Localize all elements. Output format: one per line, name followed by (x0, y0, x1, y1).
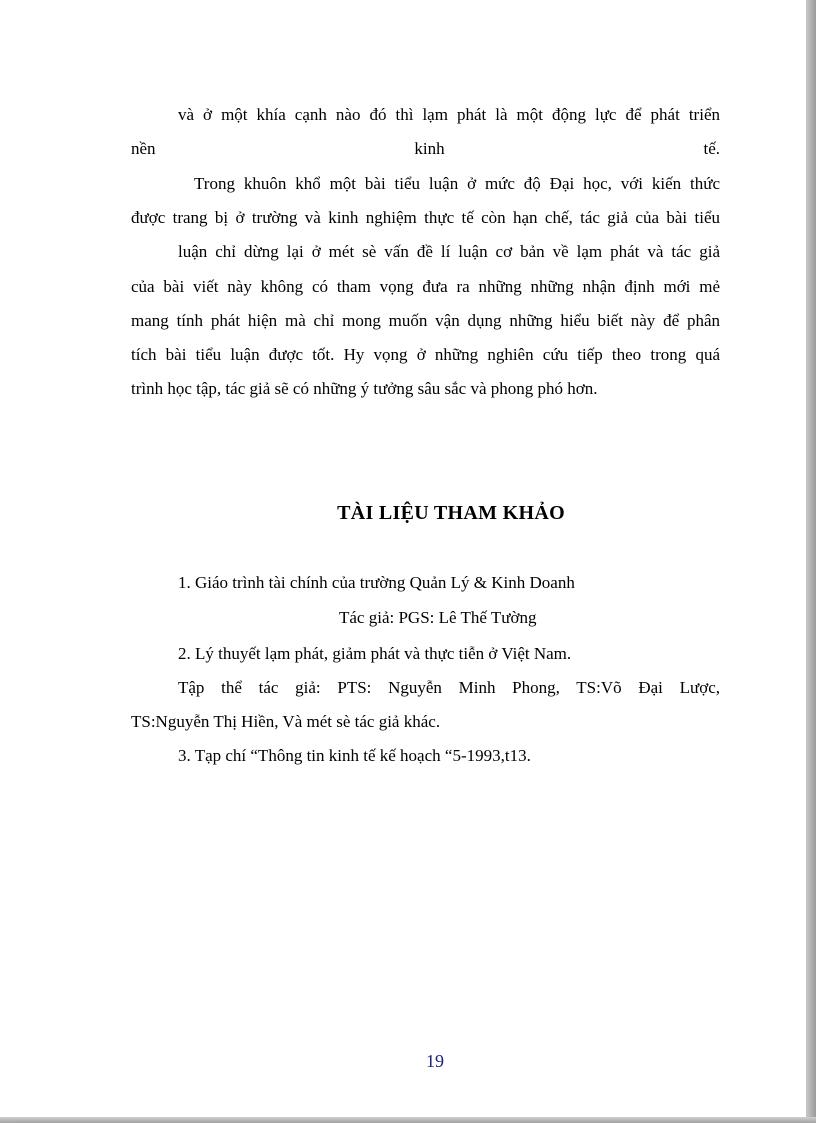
body-line: Trong khuôn khổ một bài tiểu luận ở mức độ Đại học, với kiến thức (194, 174, 720, 193)
page-number: 19 (426, 1051, 444, 1071)
body-line: luận chỉ dừng lại ở mét sè vấn đề lí luận cơ bản về lạm phát và tác giả (178, 242, 720, 261)
page-border-dotted (18, 1120, 803, 1121)
body-line: được trang bị ở trường và kinh nghiệm thực tế còn hạn chế, tác giả của bài tiểu (131, 208, 720, 227)
body-line: mang tính phát hiện mà chỉ mong muốn vận dụng những hiểu biết này để phân (131, 311, 720, 330)
reference-author: Tập thể tác giả: PTS: Nguyễn Minh Phong, TS:Võ Đại Lược, (178, 678, 720, 697)
body-line: và ở một khía cạnh nào đó thì lạm phát là một động lực để phát triển (178, 105, 720, 124)
page-shadow-right (806, 0, 816, 1123)
body-line: của bài viết này không có tham vọng đưa ra những những nhận định mới mẻ (131, 277, 720, 296)
body-line: trình học tập, tác giả sẽ có những ý tưởng sâu sắc và phong phó hơn. (131, 379, 598, 398)
body-line: nền kinh tế. (131, 139, 720, 158)
body-line: tích bài tiểu luận được tốt. Hy vọng ở những nghiên cứu tiếp theo trong quá (131, 345, 720, 364)
reference-item: 3. Tạp chí “Thông tin kinh tế kế hoạch “5-1993,t13. (178, 746, 531, 765)
reference-author: TS:Nguyễn Thị Hiền, Và mét sè tác giả khác. (131, 712, 441, 731)
reference-item: 1. Giáo trình tài chính của trường Quản Lý & Kinh Doanh (178, 573, 575, 592)
references-heading: TÀI LIỆU THAM KHẢO (337, 502, 565, 524)
reference-author: Tác giả: PGS: Lê Thế Tường (339, 608, 537, 627)
reference-item: 2. Lý thuyết lạm phát, giảm phát và thực tiễn ở Việt Nam. (178, 644, 572, 663)
